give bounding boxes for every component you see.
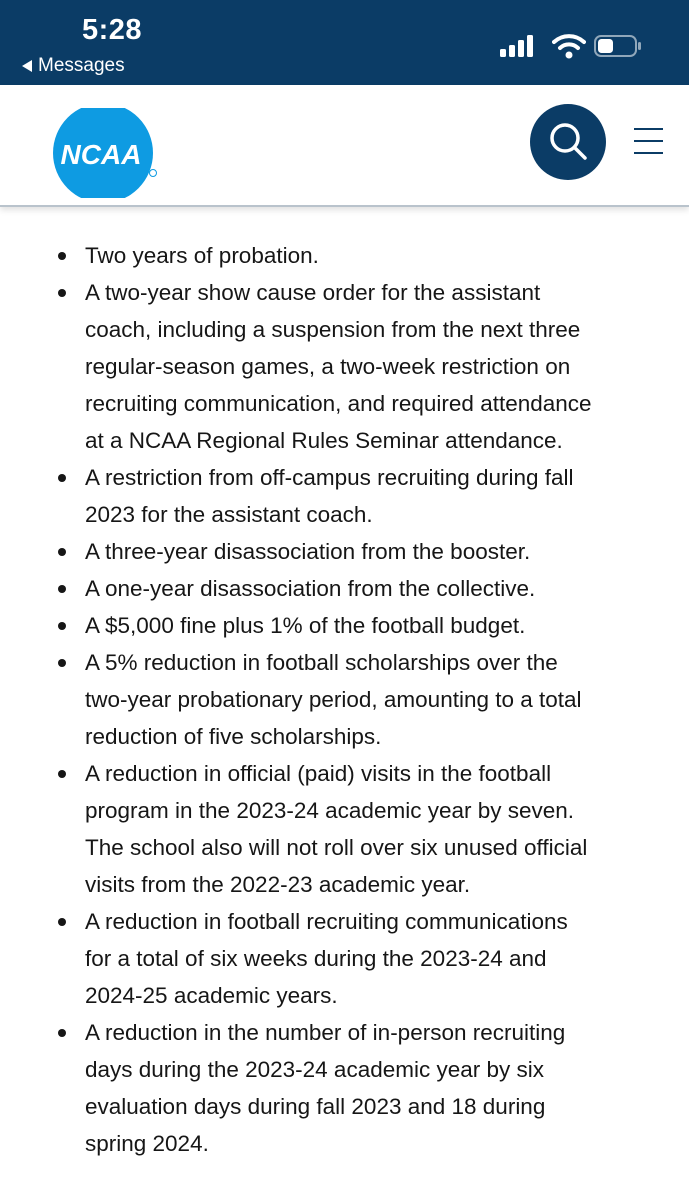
status-bar [0,0,689,85]
back-to-messages-link[interactable] [22,55,125,77]
search-icon [530,104,606,180]
back-link-label: Messages [38,55,125,76]
penalty-list [85,237,675,1162]
list-item: A three-year disassociation from the booster. [85,533,675,570]
battery-icon [594,35,642,57]
search-button[interactable] [530,104,606,180]
list-item: A restriction from off-campus recruiting during fall 2023 for the assistant coach. [85,459,675,533]
list-item: A one-year disassociation from the collective. [85,570,675,607]
list-item: Two years of probation. [85,237,675,274]
back-arrow-icon [22,60,32,72]
list-item: A two-year show cause order for the assistant coach, including a suspension from the next three regular-season games, a two-week restriction on recruiting communication, and required attendance at a NCAA Regional Rules Seminar attendance. [85,274,675,459]
list-item: A reduction in the number of in-person recruiting days during the 2023-24 academic year by six evaluation days during fall 2023 and 18 during spring 2024. [85,1014,675,1162]
list-item: A $5,000 fine plus 1% of the football budget. [85,607,675,644]
list-item: A reduction in football recruiting communications for a total of six weeks during the 2023-24 and 2024-25 academic years. [85,903,675,1014]
wifi-icon [552,33,586,59]
list-item: A 5% reduction in football scholarships over the two-year probationary period, amounting to a total reduction of five scholarships. [85,644,675,755]
logo-text: NCAA [60,139,142,170]
list-item: A reduction in official (paid) visits in the football program in the 2023-24 academic year by seven. The school also will not roll over six unused official visits from the 2022-23 academic year. [85,755,675,903]
clock: 5:28 [82,14,143,46]
cellular-signal-icon [500,33,542,57]
ncaa-logo[interactable] [52,108,160,198]
hamburger-menu-icon[interactable] [634,128,664,154]
